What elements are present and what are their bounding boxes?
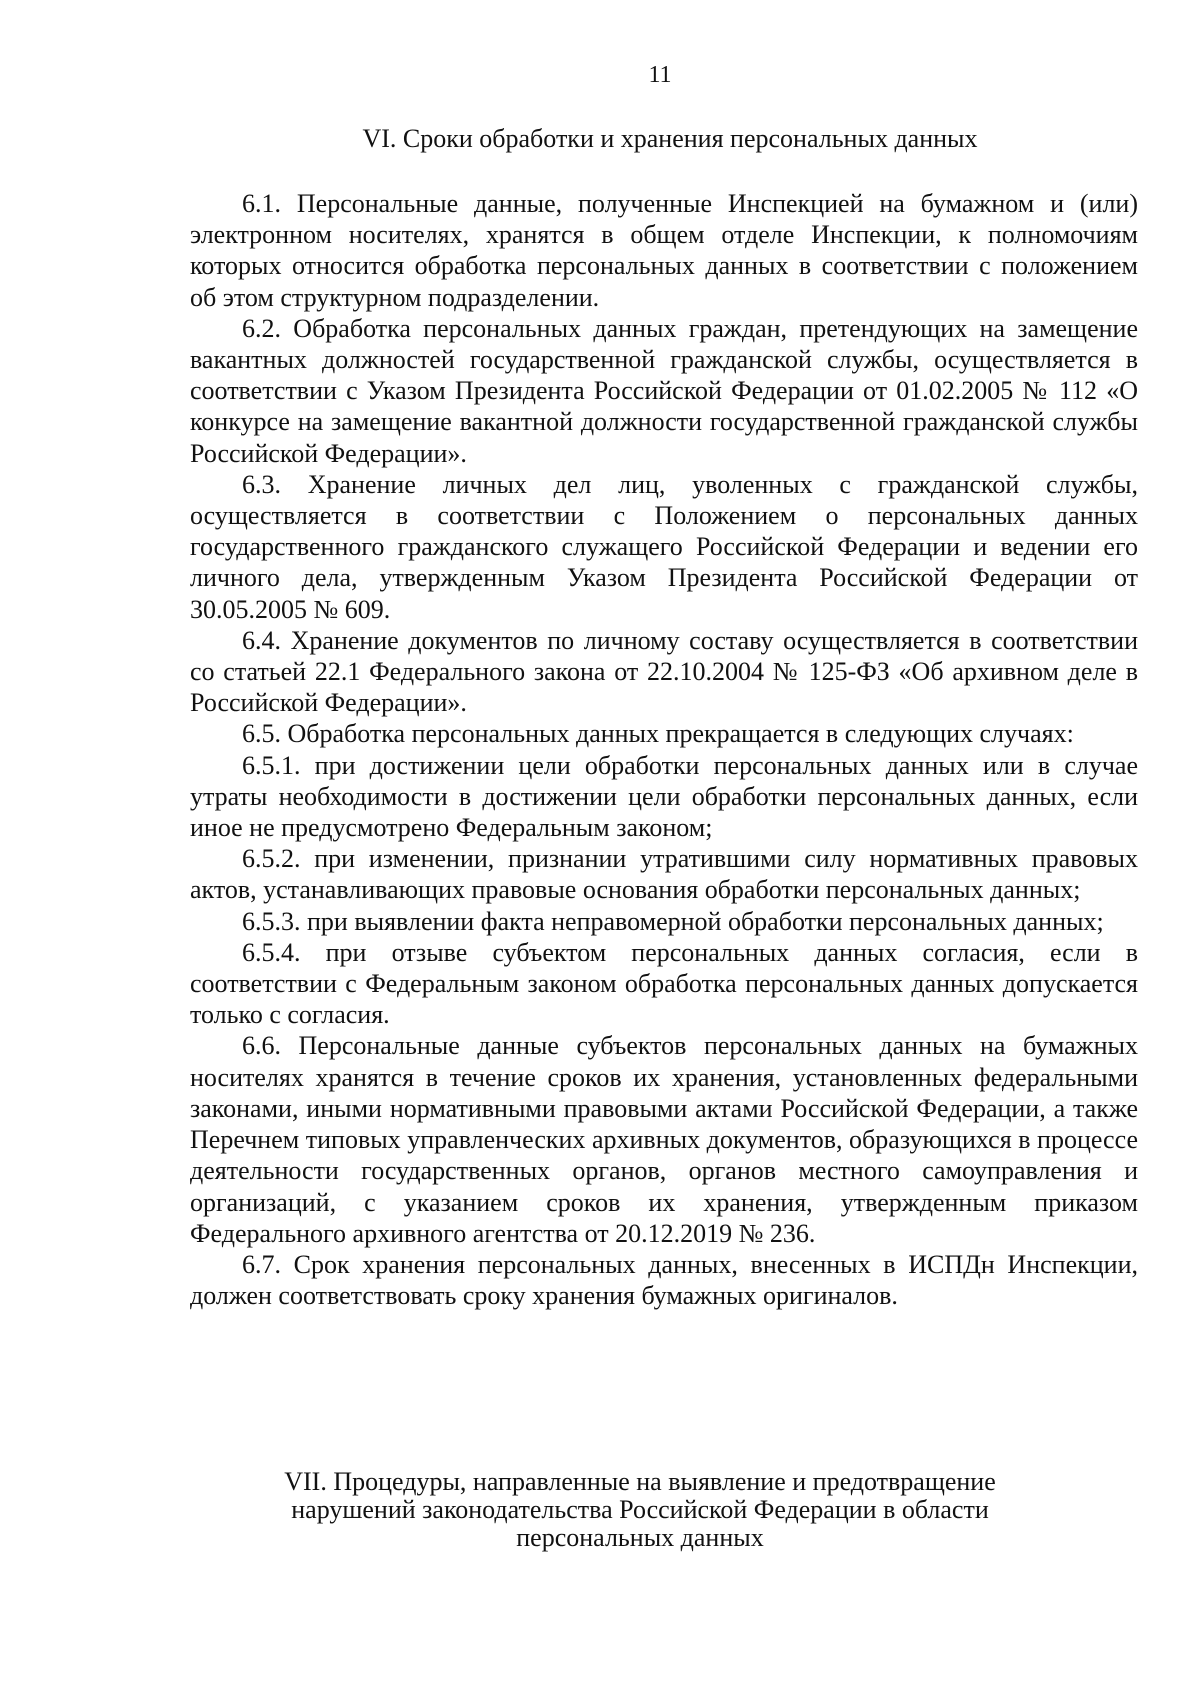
section-7-title-line: VII. Процедуры, направленные на выявление и предотвращение — [284, 1467, 996, 1496]
section-6-body — [190, 188, 1138, 1311]
paragraph-6-5-3: 6.5.3. при выявлении факта неправомерной обработки персональных данных; — [242, 906, 1104, 936]
section-7-title-line: персональных данных — [516, 1523, 764, 1552]
section-7-title — [190, 1468, 1090, 1552]
paragraph-6-5: 6.5. Обработка персональных данных прекращается в следующих случаях: — [242, 719, 1074, 749]
page-number: 11 — [648, 62, 672, 88]
paragraph-6-6: 6.6. Персональные данные субъектов персональных данных на бумажных носителях хранятся в течение сроков их хранения, установленных федеральными законами, иными нормативными правовыми актами Российской Федерации, а также Перечнем типовых управленческих архивных документов, образующихся в процессе деятельности государственных органов, органов местного самоуправления и организаций, с указанием сроков их хранения, утвержденным приказом Федерального архивного агентства от 20.12.2019 № 236. — [190, 1031, 1138, 1248]
paragraph-6-7: 6.7. Срок хранения персональных данных, внесенных в ИСПДн Инспекции, должен соответствовать сроку хранения бумажных оригиналов. — [190, 1249, 1138, 1311]
paragraph-6-1: 6.1. Персональные данные, полученные Инспекцией на бумажном и (или) электронном носителях, хранятся в общем отделе Инспекции, к полномочиям которых относится обработка персональных данных в соответствии с положением об этом структурном подразделении. — [190, 189, 1138, 312]
paragraph-6-4: 6.4. Хранение документов по личному составу осуществляется в соответствии со статьей 22.1 Федерального закона от 22.10.2004 № 125-ФЗ «Об архивном деле в Российской Федерации». — [190, 625, 1138, 718]
paragraph-6-5-1: 6.5.1. при достижении цели обработки персональных данных или в случае утраты необходимости в достижении цели обработки персональных данных, если иное не предусмотрено Федеральным законом; — [190, 750, 1138, 843]
paragraph-6-2: 6.2. Обработка персональных данных граждан, претендующих на замещение вакантных должностей государственной гражданской службы, осуществляется в соответствии с Указом Президента Российской Федерации от 01.02.2005 № 112 «О конкурсе на замещение вакантной должности государственной гражданской службы Российской Федерации». — [190, 313, 1138, 468]
paragraph-6-5-4: 6.5.4. при отзыве субъектом персональных данных согласия, если в соответствии с Федеральным законом обработка персональных данных допускается только с согласия. — [190, 937, 1138, 1030]
section-6-title: VI. Сроки обработки и хранения персональных данных — [362, 124, 978, 153]
section-7-title-line: нарушений законодательства Российской Федерации в области — [291, 1495, 989, 1524]
paragraph-6-3: 6.3. Хранение личных дел лиц, уволенных с гражданской службы, осуществляется в соответствии с Положением о персональных данных государственного гражданского служащего Российской Федерации и ведении его личного дела, утвержденным Указом Президента Российской Федерации от 30.05.2005 № 609. — [190, 469, 1138, 624]
paragraph-6-5-2: 6.5.2. при изменении, признании утратившими силу нормативных правовых актов, устанавливающих правовые основания обработки персональных данных; — [190, 844, 1138, 905]
